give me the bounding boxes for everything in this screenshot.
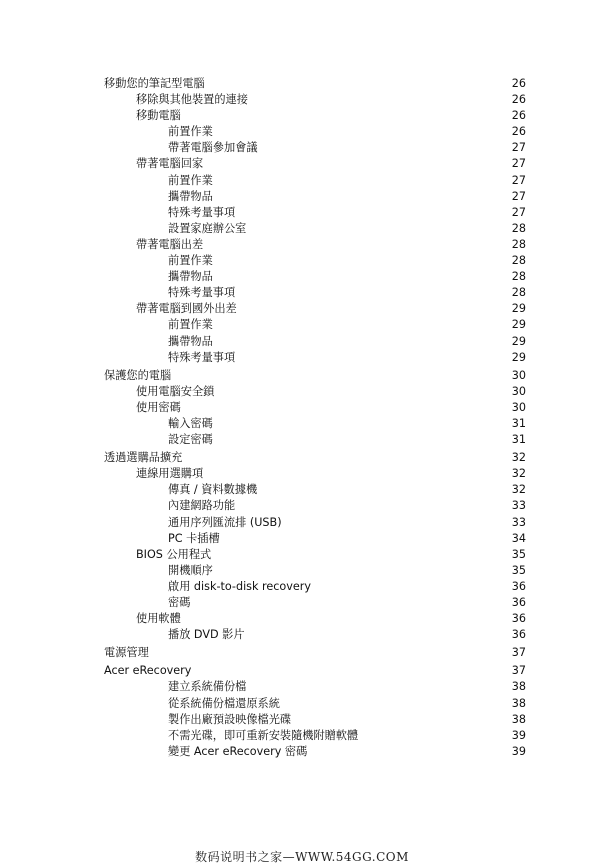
toc-entry[interactable] [104,547,526,563]
toc-entry-title: 前置作業 [168,318,213,332]
toc-entry-title: 前置作業 [168,254,213,268]
toc-entry-title: 移動電腦 [136,109,181,123]
toc-entry[interactable] [104,663,526,679]
toc-entry-page: 39 [511,744,526,758]
toc-entry[interactable] [104,728,526,744]
toc-entry[interactable] [104,563,526,579]
toc-entry[interactable] [104,645,526,661]
toc-entry[interactable] [104,189,526,205]
toc-entry-page: 28 [511,270,526,284]
toc-entry-page: 29 [511,334,526,348]
toc-entry-page: 26 [511,93,526,107]
toc-entry[interactable] [104,531,526,547]
toc-entry-title: 不需光碟，即可重新安裝隨機附贈軟體 [168,728,359,742]
table-of-contents [104,76,526,760]
toc-entry[interactable] [104,679,526,695]
toc-entry[interactable] [104,595,526,611]
toc-entry-title: 設定密碼 [168,433,213,447]
toc-entry-title: 製作出廠預設映像檔光碟 [168,712,292,726]
toc-entry[interactable] [104,173,526,189]
toc-entry[interactable] [104,237,526,253]
toc-entry[interactable] [104,416,526,432]
toc-entry[interactable] [104,515,526,531]
toc-entry-page: 27 [511,189,526,203]
toc-entry[interactable] [104,368,526,384]
toc-entry-title: 通用序列匯流排 (USB) [168,515,282,529]
toc-entry-page: 26 [511,125,526,139]
toc-entry[interactable] [104,384,526,400]
toc-entry-title: 移動您的筆記型電腦 [104,77,205,90]
toc-entry-title: 移除與其他裝置的連接 [136,93,248,107]
toc-entry-page: 27 [511,173,526,187]
toc-entry-page: 33 [511,499,526,513]
toc-entry-page: 36 [511,612,526,626]
toc-entry[interactable] [104,400,526,416]
toc-entry-page: 29 [511,318,526,332]
toc-entry-page: 38 [511,712,526,726]
toc-entry-title: 特殊考量事項 [168,286,236,300]
toc-entry-page: 27 [511,157,526,171]
toc-entry-title: 攜帶物品 [168,189,213,203]
toc-entry-title: 帶著電腦參加會議 [168,141,258,155]
toc-entry-title: 建立系統備份檔 [168,680,247,694]
toc-entry-title: 帶著電腦回家 [136,157,204,171]
toc-entry-page: 28 [511,221,526,235]
toc-entry[interactable] [104,301,526,317]
toc-entry-page: 39 [511,728,526,742]
toc-entry-page: 32 [511,451,526,465]
toc-entry-title: 特殊考量事項 [168,350,236,364]
toc-entry-title: 使用軟體 [136,612,181,626]
toc-entry-page: 36 [511,628,526,642]
toc-entry[interactable] [104,205,526,221]
toc-entry-title: 使用密碼 [136,400,181,414]
toc-entry-page: 27 [511,205,526,219]
toc-entry-page: 34 [511,531,526,545]
toc-entry-page: 31 [511,433,526,447]
toc-entry[interactable] [104,627,526,643]
toc-entry[interactable] [104,696,526,712]
toc-entry-title: 帶著電腦到國外出差 [136,302,237,316]
toc-entry[interactable] [104,334,526,350]
toc-entry-page: 27 [511,141,526,155]
toc-entry[interactable] [104,253,526,269]
toc-entry-title: 保護您的電腦 [104,368,172,382]
toc-entry-page: 35 [511,547,526,561]
toc-entry-page: 29 [511,350,526,364]
toc-entry-page: 32 [511,467,526,481]
toc-entry[interactable] [104,317,526,333]
toc-entry[interactable] [104,108,526,124]
toc-entry-title: 攜帶物品 [168,334,213,348]
toc-entry-title: Acer eRecovery [104,664,192,678]
toc-entry-page: 38 [511,696,526,710]
toc-entry[interactable] [104,124,526,140]
toc-entry-title: 開機順序 [168,563,213,577]
toc-entry[interactable] [104,221,526,237]
toc-entry-page: 33 [511,515,526,529]
toc-entry[interactable] [104,269,526,285]
toc-entry[interactable] [104,350,526,366]
toc-entry[interactable] [104,466,526,482]
toc-entry[interactable] [104,498,526,514]
toc-entry[interactable] [104,285,526,301]
toc-entry[interactable] [104,76,526,92]
toc-entry-page: 37 [511,664,526,678]
toc-entry-page: 36 [511,579,526,593]
toc-entry-title: 帶著電腦出差 [136,237,204,251]
toc-entry-page: 32 [511,483,526,497]
toc-entry-page: 31 [511,416,526,430]
toc-entry-page: 30 [511,368,526,382]
toc-entry[interactable] [104,579,526,595]
toc-entry-page: 36 [511,596,526,609]
toc-entry[interactable] [104,450,526,466]
toc-entry-title: 密碼 [168,596,191,609]
toc-entry-title: 前置作業 [168,173,213,187]
toc-entry-page: 29 [511,302,526,316]
toc-entry-title: 傳真 / 資料數據機 [168,483,258,497]
toc-entry-page: 37 [511,646,526,660]
toc-entry-page: 38 [511,680,526,694]
toc-entry-title: 從系統備份檔還原系統 [168,696,280,710]
toc-entry-title: 輸入密碼 [168,416,213,430]
toc-entry-page: 26 [511,109,526,123]
toc-entry-title: 使用電腦安全鎖 [136,384,215,398]
toc-entry-title: 透過選購品擴充 [104,451,183,465]
toc-entry-title: BIOS 公用程式 [136,547,212,561]
toc-entry[interactable] [104,140,526,156]
toc-entry-page: 28 [511,237,526,251]
toc-entry-page: 28 [511,254,526,268]
toc-entry-title: PC 卡插槽 [168,531,220,545]
toc-entry-title: 內建網路功能 [168,499,236,513]
toc-entry-page: 30 [511,384,526,398]
toc-entry-page: 30 [511,400,526,414]
toc-entry-title: 前置作業 [168,125,213,139]
toc-entry[interactable] [104,156,526,172]
toc-entry-title: 特殊考量事項 [168,205,236,219]
toc-entry-page: 28 [511,286,526,300]
toc-entry-title: 播放 DVD 影片 [168,628,245,642]
toc-entry[interactable] [104,712,526,728]
toc-entry[interactable] [104,611,526,627]
toc-entry[interactable] [104,92,526,108]
toc-entry[interactable] [104,432,526,448]
toc-entry[interactable] [104,744,526,760]
toc-entry-page: 26 [511,77,526,90]
toc-entry-title: 變更 Acer eRecovery 密碼 [168,744,308,758]
toc-entry-title: 電源管理 [104,646,149,660]
watermark-footer: 数码说明书之家—WWW.54GG.COM [195,850,409,864]
toc-entry[interactable] [104,482,526,498]
toc-entry-title: 連線用選購項 [136,467,204,481]
toc-entry-title: 啟用 disk-to-disk recovery [168,579,311,593]
toc-entry-page: 35 [511,563,526,577]
toc-entry-title: 設置家庭辦公室 [168,221,247,235]
toc-entry-title: 攜帶物品 [168,270,213,284]
